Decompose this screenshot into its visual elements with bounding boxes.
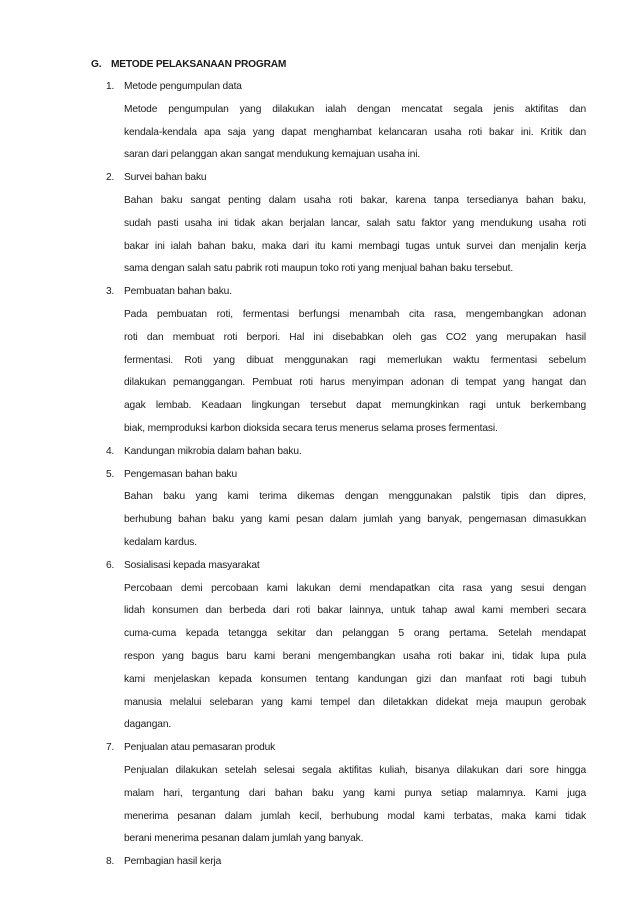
paragraph-line: dagangan.: [124, 719, 172, 731]
paragraph-line: berhubung bahan baku yang kami pesan dalam jumlah yang banyak, pengemasan dimasukkan: [124, 514, 586, 526]
list-item-title: [106, 286, 232, 297]
paragraph-line: saran dari pelanggan akan sangat mendukung kemajuan usaha ini.: [124, 149, 421, 161]
section-heading: [91, 59, 286, 70]
list-item-number: 7.: [106, 742, 115, 754]
list-item-label: Pengemasan bahan baku: [124, 468, 237, 480]
list-item-number: 2.: [106, 172, 115, 184]
paragraph-line: Percobaan demi percobaan kami lakukan demi mendapatkan cita rasa yang sesui dengan: [124, 582, 586, 594]
paragraph-line: agak lembab. Keadaan lingkungan tersebut dapat memungkinkan ragi untuk berkembang: [124, 400, 586, 412]
list-item-number: 1.: [106, 81, 115, 92]
paragraph-line: menerima pesanan dalam jumlah kecil, berhubung modal kami terbatas, maka kami tidak: [124, 810, 586, 822]
list-item-title: [106, 81, 242, 92]
list-item-label: Kandungan mikrobia dalam bahan baku.: [124, 445, 302, 457]
list-item-title: [106, 469, 237, 480]
paragraph-line: kami menjelaskan kepada konsumen tentang kandungan gizi dan manfaat roti bagi tubuh: [124, 673, 586, 685]
list-item-label: Penjualan atau pemasaran produk: [124, 742, 276, 754]
list-item-label: Metode pengumpulan data: [124, 81, 242, 92]
paragraph-line: Bahan baku sangat penting dalam usaha roti bakar, karena tanpa tersedianya bahan baku,: [124, 195, 586, 206]
list-item-title: [106, 856, 221, 867]
paragraph-line: biak, memproduksi karbon dioksida secara terus menerus selama proses fermentasi.: [124, 423, 498, 434]
paragraph-line: cuma-cuma kepada tetangga sekitar dan pelanggan 5 orang pertama. Setelah mendapat: [124, 628, 586, 640]
list-item-title: [106, 742, 275, 753]
paragraph-line: fermentasi. Roti yang dibuat menggunakan ragi memerlukan waktu fermentasi sebelum: [124, 354, 586, 366]
paragraph-line: sama dengan salah satu pabrik roti maupun toko roti yang menjual bahan baku tersebut.: [124, 263, 514, 275]
paragraph-line: Bahan baku yang kami terima dikemas dengan menggunakan palstik tipis dan dipres,: [124, 491, 586, 503]
paragraph-line: respon yang bagus baru kami berani mengembangkan usaha roti bakar ini, tidak lupa pula: [124, 651, 586, 662]
list-item-label: Pembuatan bahan baku.: [124, 286, 232, 298]
paragraph-line: berani menerima pesanan dalam jumlah yang banyak.: [124, 833, 364, 845]
list-item-label: Sosialisasi kepada masyarakat: [124, 559, 260, 571]
list-item-number: 6.: [106, 559, 115, 571]
paragraph-line: manusia melalui selebaran yang kami tempel dan diletakkan didekat meja maupun gerobak: [124, 696, 586, 708]
list-item-title: [106, 560, 260, 571]
paragraph-line: Penjualan dilakukan setelah selesai segala aktifitas kuliah, bisanya dilakukan dari sore hingga: [124, 765, 586, 776]
paragraph-line: dilakukan pemanggangan. Pembuat roti harus menyimpan adonan di tempat yang hangat dan: [124, 377, 586, 389]
list-item-label: Pembagian hasil kerja: [124, 856, 222, 868]
list-item-number: 8.: [106, 856, 115, 868]
paragraph-line: roti dan membuat roti berpori. Hal ini disebabkan oleh gas CO2 yang merupakan hasil: [124, 331, 586, 343]
paragraph-line: lidah konsumen dan berbeda dari roti bakar lainnya, untuk tahap awal kami memberi secara: [124, 605, 586, 617]
section-number: G.: [91, 59, 102, 70]
list-item-title: [106, 446, 302, 457]
list-item-number: 4.: [106, 445, 115, 457]
paragraph-line: kendala-kendala apa saja yang dapat menghambat kelancaran usaha roti bakar ini. Kritik dan: [124, 126, 586, 138]
paragraph-line: Pada pembuatan roti, fermentasi berfungsi menambah cita rasa, mengembangkan adonan: [124, 309, 586, 320]
list-item-label: Survei bahan baku: [124, 172, 207, 184]
paragraph-line: Metode pengumpulan yang dilakukan ialah dengan mencatat segala jenis aktifitas dan: [124, 103, 586, 115]
paragraph-line: sudah pasti usaha ini tidak akan berjalan lancar, salah satu faktor yang mendukung usaha roti: [124, 217, 586, 229]
list-item-number: 5.: [106, 468, 115, 480]
paragraph-line: bakar ini ialah bahan baku, maka dari itu kami membagi tugas untuk survei dan menjalin kerja: [124, 240, 586, 252]
paragraph-line: kedalam kardus.: [124, 537, 197, 548]
list-item-number: 3.: [106, 286, 115, 298]
section-title: METODE PELAKSANAAN PROGRAM: [111, 59, 287, 70]
list-item-title: [106, 172, 206, 183]
paragraph-line: malam hari, tergantung dari bahan baku yang kami punya setiap malamnya. Kami juga: [124, 787, 586, 799]
